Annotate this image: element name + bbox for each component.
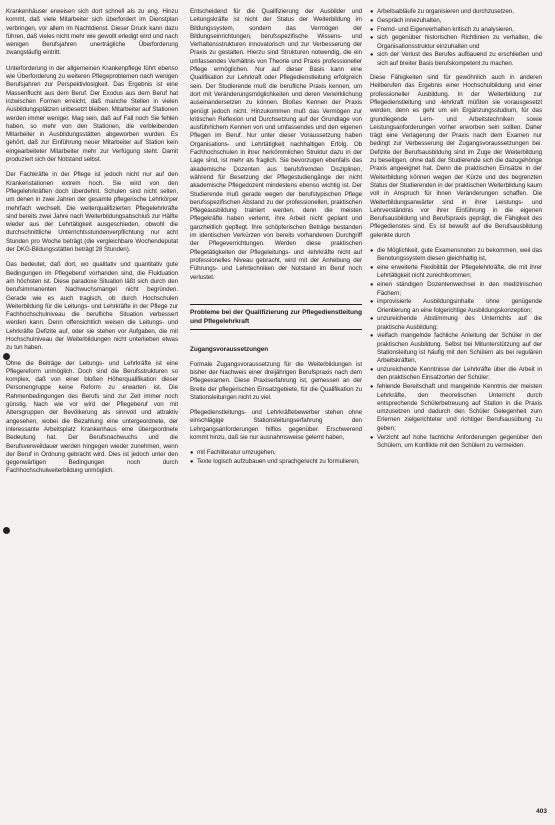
- section-heading: Probleme bei der Qualifizierung zur Pflegedienstleitung und Pflegelehrkraft: [190, 308, 362, 325]
- list-item: ● Gespräch innezuhalten,: [370, 17, 542, 25]
- subheading: Zugangsvoraussetzungen: [190, 346, 269, 354]
- list-item: ● Verzicht auf hohe fachliche Anforderungen gegenüber den Schülern, um Konflikte mit den Schülern zu vermeiden.: [370, 434, 542, 451]
- text-column-middle: [190, 8, 362, 472]
- punch-hole-mark: [3, 527, 10, 534]
- text-column-right: [370, 8, 542, 456]
- paragraph: Pflegedienstleitungs- und Lehrkräftebewerber stehen ohne einschlägige Stationsleitungserfahrung den Lehrgangsanforderungen hilflos gegenüber. Erschwerend kommt hinzu, daß sie nur ausnahmsweise gelernt haben,: [190, 409, 362, 442]
- bullet-list: [190, 449, 362, 466]
- list-item: ● Arbeitsabläufe zu organisieren und durchzusetzen,: [370, 8, 542, 16]
- punch-hole-mark: [3, 353, 10, 360]
- list-item: ● unzureichende Abstimmung des Unterrichts auf die praktische Ausbildung;: [370, 315, 542, 332]
- paragraph: Unterforderung in der allgemeinen Krankenpflege führt ebenso wie Überforderung zu weiteren Pflegeproblemen nach wenigen Berufsjahren zur Perspektivlosigkeit. Das Ergebnis ist eine Massenflucht aus dem Beruf. Der Exodus aus dem Beruf hat inzwischen Formen erreicht, daß manche Stellen in vielen Ausbildungsplätzen unbesetzt bleiben. Mitarbeiter auf Stationen werden immer weniger. Mag sein, daß auf Fall noch Sie fehlen haben, so mehr von den Stationen, die verbleibenden Mitarbeiter in Ausbildungsstätten abgeworben wurden. Es gehört, daß zur Einführung neuer Mitarbeiter auf Station kein eingearbeiteter Mitarbeiter mehr zur Verfügung steht. Damit produziert sich der Notstand selbst.: [6, 64, 178, 164]
- list-item: ● eine erweiterte Flexibilität der Pflegelehrkräfte, die mit ihrer Lehrtätigkeit nicht zurechtkommen;: [370, 264, 542, 281]
- paragraph: Formale Zugangsvoraussetzung für die Weiterbildungen ist bisher der Nachweis einer dreijährigen Berufspraxis nach dem Pflegeexamen. Diese Praxiserfahrung ist, gemessen an der Breite der pflegerischen Einsatzgebiete, für die Qualifikation zu Stationsleitungen nicht zu viel.: [190, 360, 362, 401]
- list-item: ● improvisierte Ausbildungsinhalte ohne genügende Orientierung an eine folgerichtige Ausbildungskonzeption;: [370, 298, 542, 315]
- bullet-list: [370, 247, 542, 450]
- list-item: ● Texte logisch aufzubauen und sprachgerecht zu formulieren,: [190, 458, 362, 466]
- list-item: ● sich gegenüber historischen Richtlinien zu verhalten, die Organisationsstruktur einzuhalten und: [370, 34, 542, 51]
- list-item: ● fehlende Bereitschaft und mangelnde Kenntnis der meisten Lehrkräfte, den theoretischen Unterricht durch entsprechende Schülerbetreuung auf Station in die Praxis umzusetzen und dadurch den Schüler Gelegenheit zum Erlernen zielgerichteter und richtiger Berufsausübung zu geben;: [370, 383, 542, 433]
- list-item: ● die Möglichkeit, gute Examensnoten zu bekommen, weil das Benotungssystem diesen gleichhaltig ist,: [370, 247, 542, 264]
- paragraph: Diese Fähigkeiten sind für gewöhnlich auch in anderen Heilberufen das Ergebnis einer Hochschulbildung und einer professioneller Ausbildung. In der Weiterbildung zur Pflegedienstleitung und -lehrkraft müßten sie vorausgesetzt werden, denn es geht um ein Ergänzungsstudium, für das grundlegende Lern- und Arbeitstechniken sowie Leistungsanforderungen vorher erworben sein sollten. Daher trägt eine Verlagerung der Praxis nach dem Examen nur bedingt zur Verbesserung der Zugangsvoraussetzungen bei. Defizite der Berufsausbildung sind im Zuge der Weiterbildung zu beseitigen, ohne daß der Studierende sich die dazugehörige Praxis angeeignet hat. Denn die praktischen Einsätze in der Weiterbildung können wegen der Kürze und des begrenzten Status der Studierenden in der praktischen Weiterbildung kaum voll in Anspruch für ihnen Veränderungen schaffen. Die Weiterbildungsanwärter sind in ihrer Leistungs- und Lehrverständnis vor ihrer Einführung in die eigenen Berufsausbildung und Berufspraxis geprägt, die Fähigkeit des Pflegedienstes sind. Es ist bewußt auf die Berufsausbildung gelenkte durch: [370, 74, 542, 239]
- list-item: ● sich der Verlust des Berufes aufbauend zu erschließen und sich auf breiter Basis berufskompetent zu machen.: [370, 51, 542, 68]
- page-number: 403: [536, 808, 547, 815]
- paragraph: Krankenhäuser erweisen sich dort schnell als zu eng. Hinzu kommt, daß viele Mitarbeiter sich überfordert im Dienstplan verbringen, vor allem im Nachtdienst. Dieser Druck kann dazu führen, daß vieles nicht mehr wie gewollt erledigt wird und nach wenigen Berufsjahren unerträgliche Überforderung zwangsläufig eintritt.: [6, 8, 178, 57]
- list-item: ● vielfach mangelnde fachliche Anleitung der Schüler in der praktischen Ausbildung. Selbst bei Mitunterstützung auf der Stationsleitung ist häufig mit den Schülern als bei regulären Arbeitskräften,: [370, 332, 542, 365]
- paragraph: Der Fachkräfte in der Pflege ist jedoch nicht nur auf den Krankenstationen extrem hoch. Sie wird von den Pflegelehrkräften doch überdehnt. Schulen sind nicht selten, um denen in zwei Jahren der gesamte pflegerische Lehrkörper mehrfach wechselt. Die weiterqualifizierten Pflegelehrkräfte sind bereits zwei Jahre nach Weiterbildungsabschluß zur Hälfte wieder aus der Lehrtätigkeit ausgeschieden, obwohl die durchschnittliche Unterrichtsstundenverpflichtung nur acht Stunden pro Woche beträgt (die vergleichbare Wochendeputat der DKG-Bildungsstätten beträgt 28 Stunden).: [6, 171, 178, 254]
- text-column-left: [6, 8, 178, 483]
- list-item: ● mit Fachliteratur umzugehen,: [190, 449, 362, 457]
- paragraph: Ohne die Beiträge der Leitungs- und Lehrkräfte ist eine Pflegereform unmöglich. Doch sind die Berufsstrukturen so komplex, daß von einer bloßen Höherqualifikation dieser Personengruppe keine Reform zu erwarten ist. Die Rahmenbedingungen des Berufs sind zur Zeit immer noch günstig. Nach wie vor wird der Pflegeberuf von mit Altersgruppen der Bevölkerung als sinnvoll und attraktiv angesehen, wobei die Bezahlung eine untergeordnete, der interessante Arbeitsplatz Krankenhaus eine übergeordnete Bedeutung hat. Der Berufsnachwuchs und die Berufsverweildauer werden hingegen wieder zunehmen, wenn der Beruf in Ordnung gebracht wird. Dies ist jedoch unter den gegenwärtigen Bedingungen noch durch Fachhochschulweiterbildung unmöglich.: [6, 359, 178, 475]
- section-heading-box: [190, 304, 362, 331]
- list-item: ● unzureichende Kenntnisse der Lehrkräfte über die Arbeit in den praktischen Einsatzorten der Schüler;: [370, 366, 542, 383]
- bullet-list: [370, 8, 542, 68]
- list-item: ● Fremd- und Eigenverhalten kritisch zu analysieren,: [370, 26, 542, 34]
- paragraph: Entscheidend für die Qualifizierung der Ausbilder und Leitungskräfte ist nicht der Status der Weiterbildung im Bildungssystem, sondern das Vermögen der Bildungseinrichtungen, berufsspezifische Wissens- und Verhaltensstrukturen innovatorisch und zur Verbesserung der Praxis zu gestalten. Hierzu sind Strukturen notwendig, die ein umfassendes Verhältnis von Theorie und Praxis professioneller Pflege ermöglichen. Nur auf dieser Basis kann eine Qualifikation zur Lehrkraft oder Pflegedienstleitung erfolgreich sein. Der Studierende muß die berufliche Praxis kennen, um dort mit Veränderungsmöglichkeiten und deren Verwirklichung auseinandersetzen zu können. Bloßes Kennen der Praxis genügt jedoch nicht. Hinzukommen muß das Vermögen zur kritischen Reflexion und Durchsetzung auf der Grundlage von ausführlichem Kennen von und umfassendes und den eigenen Pflegen im Beruf. Nur unter dieser Voraussetzung haben Organisations- und Lehrtätigkeit nachhaltigen Erfolg. Ob Fachhochschulen in ihrer herkömmlichen Struktur dazu in der Lage sind, ist mehr als fraglich. Sie bevorzugen ebenfalls das akademische Dozenten aus berufsfremden Disziplinen, während für Besetzung der Pflegestudiengänge der nicht akademische Pflegedozent mindestens ebenso wichtig ist. Der Studierende muß gerade wegen der berufstypischen Pflege berufsspezifischen Abstand zu der professionellen, praktischen Pflegeausbildung trainiert werden, denn die meisten Pflegekräfte haben verlernt, ihre Arbeit nicht geplant und ganzheitlich gepflegt. Ihre schöpferischen Beträge bestanden im identischen Verkürzen von bereits vorhandenen Durchgriff der Pflegeverrichtungen. Werden diese praktischen Pflegetätigkeiten der Pflegeleitungs- und -lehrkräfte nicht auf professionelles Niveau gebracht, wird mit der Anhebung der Führungs- und Lehrtechniken der Notstand im Beruf noch verlustet.: [190, 8, 362, 281]
- paragraph: Das bedeutet, daß dort, wo qualitativ und quantitativ gute Bedingungen im Pflegeberuf vorhanden sind, die Fluktuation am höchsten ist. Diese paradoxe Situation läßt sich durch den berufsimmanenten Nachwuchsmangel nicht begründen. Gerade wie es auch tragisch, ob durch Hochschulen Weiterbildung für die Leitungs- und Lehrkräfte in der Pflege zur Fachhochschulniveau die berufliche Situation verbessert werden kann. Denn offensichtlich weisen die Leitungs- und Lehrkräfte Defizite auf, oder sie stehen vor Aufgaben, die mit Hochschulniveau der Weiterbildungen nicht unterlieben etwas zu tun haben.: [6, 261, 178, 352]
- list-item: ● einen ständigen Dozentenwechsel in den medizinischen Fächern;: [370, 281, 542, 298]
